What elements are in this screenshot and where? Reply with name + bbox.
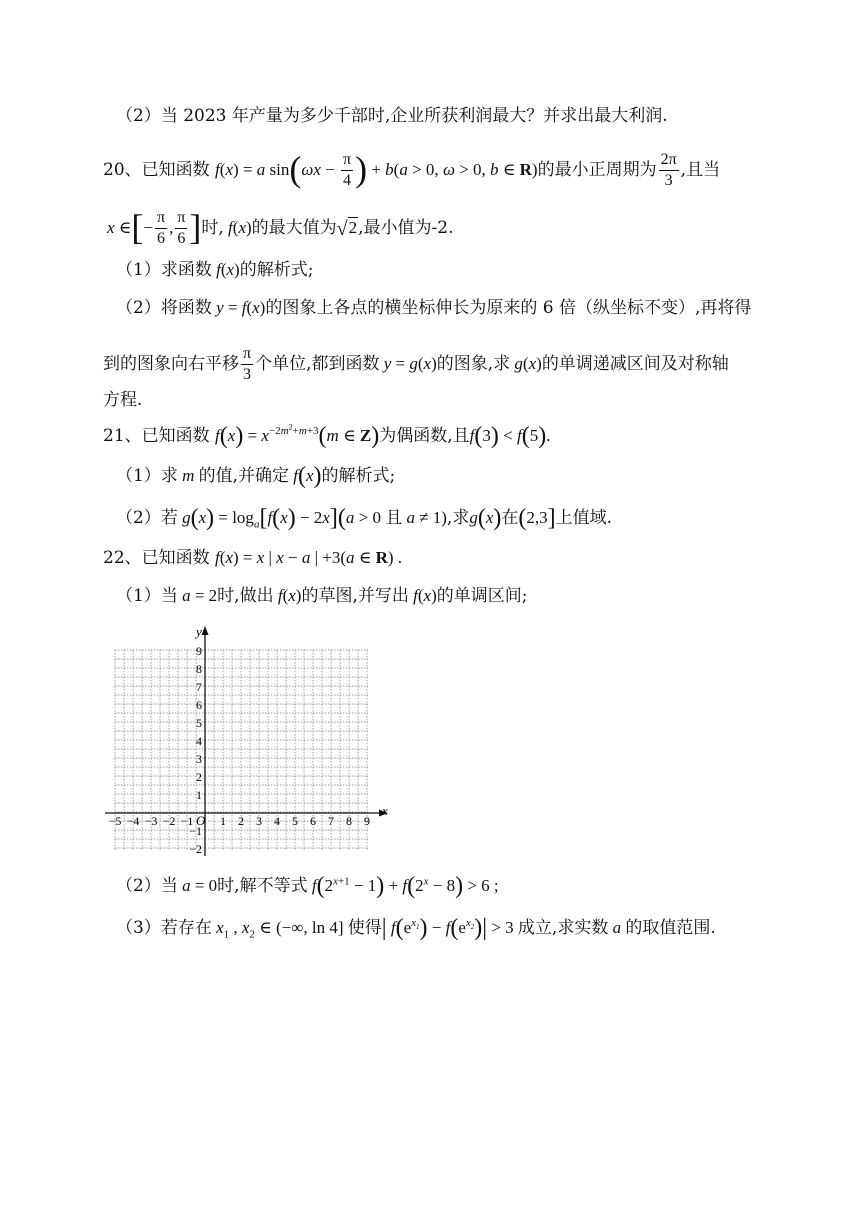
- x-tick-label: −3: [144, 814, 158, 828]
- q20-stem-line1: 20、已知函数 f(x) = a sin(ωx − $\frac{\pi}{4}$ ) + b(a > 0, ω > 0, b ∈ R)的最小正周期为 $\frac{2\pi}{3}$ ,且当: [103, 149, 721, 189]
- stem-text: 已知函数: [141, 426, 210, 446]
- x-axis-label: x: [382, 803, 388, 818]
- q20-stem-line2: x ∈[− $\frac{\pi}{6}$ , $\frac{\pi}{6}$ ]时, f(x)的最大值为√2,最小值为-2.: [107, 207, 454, 247]
- part-text: 求: [160, 466, 178, 486]
- part-text: 时,解不等式: [217, 876, 308, 896]
- y-tick-label: 8: [196, 662, 202, 676]
- question-number: 21、: [103, 426, 142, 446]
- part-text: 方程.: [103, 390, 143, 410]
- part-label: （2）: [116, 876, 161, 896]
- coordinate-grid: [100, 622, 396, 860]
- part-text: 的草图,并写出: [301, 586, 409, 606]
- part-text: 个单位,都到函数: [255, 354, 380, 374]
- part-text: 的图象上各点的横坐标伸长为原来的 6 倍（纵坐标不变）,再将得: [265, 298, 752, 318]
- q20-part1: （1）求函数 f(x)的解析式;: [116, 260, 314, 280]
- q20-part2-line2: 到的图象向右平移 $\frac{\pi}{3}$ 个单位,都到函数 y = g(x)的图象,求 g(x)的单调递减区间及对称轴: [103, 345, 729, 383]
- part-text: 使得: [347, 918, 382, 938]
- part-text: 的单调区间;: [436, 586, 528, 606]
- stem-text: 为偶函数,且: [379, 426, 470, 446]
- x-tick-label: −4: [126, 814, 140, 828]
- x-tick-label: 6: [310, 814, 316, 828]
- y-tick-label: 3: [196, 752, 202, 766]
- part-text: 当: [160, 876, 178, 896]
- x-tick-label: 8: [346, 814, 352, 828]
- x-tick-label: 5: [292, 814, 298, 828]
- y-tick-label: 5: [196, 716, 202, 730]
- part-label: （2）: [116, 508, 161, 528]
- q21-part1: （1）求 m 的值,并确定 f(x)的解析式;: [116, 463, 396, 489]
- part-label: （1）: [116, 586, 161, 606]
- stem-text: 已知函数: [141, 160, 210, 180]
- y-tick-label: 4: [196, 734, 202, 748]
- part-text: 到的图象向右平移: [103, 354, 239, 374]
- question-number: 22、: [103, 548, 142, 568]
- stem-text: 已知函数: [141, 548, 210, 568]
- q21-part2: （2）若 $g(x) = \log_a[f(x) - 2x](a > 0$ 且 a ≠ 1),求g(x)在(2,3]上值域.: [116, 505, 613, 531]
- q19-part2: [116, 104, 668, 128]
- y-tick-label: 1: [196, 788, 202, 802]
- part-text: 在: [501, 508, 519, 528]
- part-text: ,求: [446, 508, 470, 528]
- y-tick-label: −2: [189, 842, 202, 856]
- stem-text: 时,: [201, 218, 224, 238]
- q20-part2-line1: （2）将函数 y = f(x)的图象上各点的横坐标伸长为原来的 6 倍（纵坐标不变）,再将得: [116, 298, 752, 318]
- part-label: （1）: [116, 466, 161, 486]
- part-label: （2）: [116, 106, 161, 126]
- sqrt-2: √2: [336, 218, 358, 240]
- stem-text: 的最小正周期为: [537, 160, 657, 180]
- part-text: 若: [160, 508, 178, 528]
- y-tick-label: 6: [196, 698, 202, 712]
- x-tick-label: −2: [162, 814, 176, 828]
- x-tick-label: 7: [328, 814, 334, 828]
- part-text: 当 2023 年产量为多少千部时,企业所获利润最大？并求出最大利润.: [160, 106, 668, 126]
- q20-part2-line3: [103, 388, 142, 412]
- stem-text: 的最大值为: [251, 218, 337, 238]
- part-text: 求函数: [160, 260, 212, 280]
- part-text: 的单调递减区间及对称轴: [541, 354, 729, 374]
- part-text: 时,做出: [217, 586, 274, 606]
- stem-text: ,且当: [680, 160, 721, 180]
- q22-part3: （3）若存在 $x_1$ , $x_2$ ∈ (−∞, ln 4] 使得| $f(e^{x_1}) - f(e^{x_2})| > 3$ 成立,求实数 a 的取值范围.: [116, 915, 716, 941]
- y-tick-label: 7: [196, 680, 202, 694]
- part-text: 且: [385, 508, 403, 528]
- x-tick-label: −1: [180, 814, 194, 828]
- x-tick-label: −5: [108, 814, 122, 828]
- part-text: 当: [160, 586, 178, 606]
- part-label: （2）: [116, 298, 161, 318]
- part-text: 成立,求实数: [517, 918, 609, 938]
- question-number: 20、: [103, 160, 142, 180]
- origin-label: O: [196, 813, 206, 828]
- y-tick-label: −1: [189, 824, 202, 838]
- y-tick-label: 9: [196, 644, 202, 658]
- part-text: 的值,并确定: [198, 466, 290, 486]
- x-tick-label: 9: [364, 814, 370, 828]
- x-tick-label: 3: [256, 814, 262, 828]
- y-axis-arrow: [202, 626, 209, 635]
- part-label: （3）: [116, 918, 161, 938]
- part-text: 的解析式;: [239, 260, 314, 280]
- part-text: 的图象,求: [436, 354, 511, 374]
- y-tick-label: 2: [196, 770, 202, 784]
- stem-text: ,最小值为-2.: [358, 218, 454, 238]
- part-text: 的解析式;: [321, 466, 396, 486]
- part-text: 将函数: [160, 298, 212, 318]
- x-tick-label: 4: [274, 814, 280, 828]
- formula-f: f: [215, 160, 220, 179]
- part-text: 若存在: [160, 918, 212, 938]
- part-text: 上值域.: [555, 508, 613, 528]
- x-tick-label: 1: [220, 814, 226, 828]
- q22-stem: 22、已知函数 f(x) = x | x − a | +3(a ∈ R) .: [103, 548, 403, 568]
- q21-stem: 21、已知函数 $f(x) = x^{-2m^2+m+3}(m$ ∈ Z)为偶函数,且f(3) < f(5).: [103, 422, 551, 449]
- x-tick-label: 2: [238, 814, 244, 828]
- part-label: （1）: [116, 260, 161, 280]
- q22-part1: （1）当 a = 2时,做出 f(x)的草图,并写出 f(x)的单调区间;: [116, 586, 528, 606]
- part-text: 的取值范围.: [625, 918, 716, 938]
- q22-part2: （2）当 a = 0时,解不等式 $f(2^{x+1} - 1) + f(2^x - 8) > 6$ ;: [116, 873, 499, 899]
- y-axis-label: y: [196, 624, 202, 639]
